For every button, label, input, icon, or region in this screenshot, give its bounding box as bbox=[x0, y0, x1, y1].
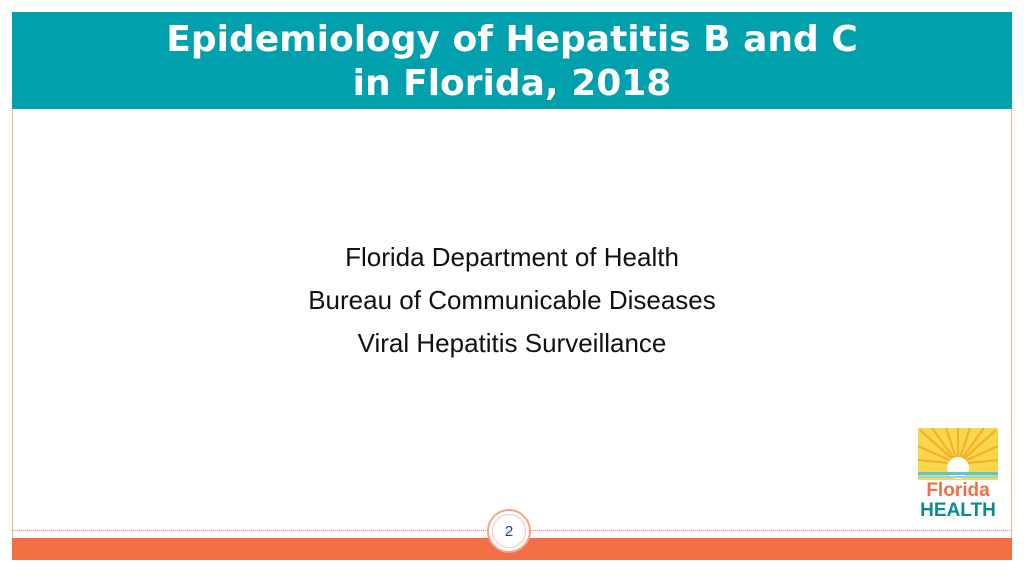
title-bar bbox=[12, 12, 1012, 109]
sun-over-water-icon bbox=[918, 428, 998, 480]
logo-word-florida: Florida bbox=[926, 480, 990, 501]
page-number: 2 bbox=[492, 514, 526, 548]
subtitle-line-surveillance: Viral Hepatitis Surveillance bbox=[357, 328, 667, 358]
logo-word-health: HEALTH bbox=[920, 500, 996, 520]
page-number-badge bbox=[487, 509, 531, 553]
slide-title-line-2: in Florida, 2018 bbox=[352, 63, 672, 104]
subtitle-block bbox=[12, 236, 1012, 365]
subtitle-line-bureau: Bureau of Communicable Diseases bbox=[308, 285, 716, 315]
florida-health-logo bbox=[916, 428, 1000, 520]
slide-title-line-1: Epidemiology of Hepatitis B and C bbox=[166, 19, 858, 60]
subtitle-line-department: Florida Department of Health bbox=[345, 242, 679, 272]
